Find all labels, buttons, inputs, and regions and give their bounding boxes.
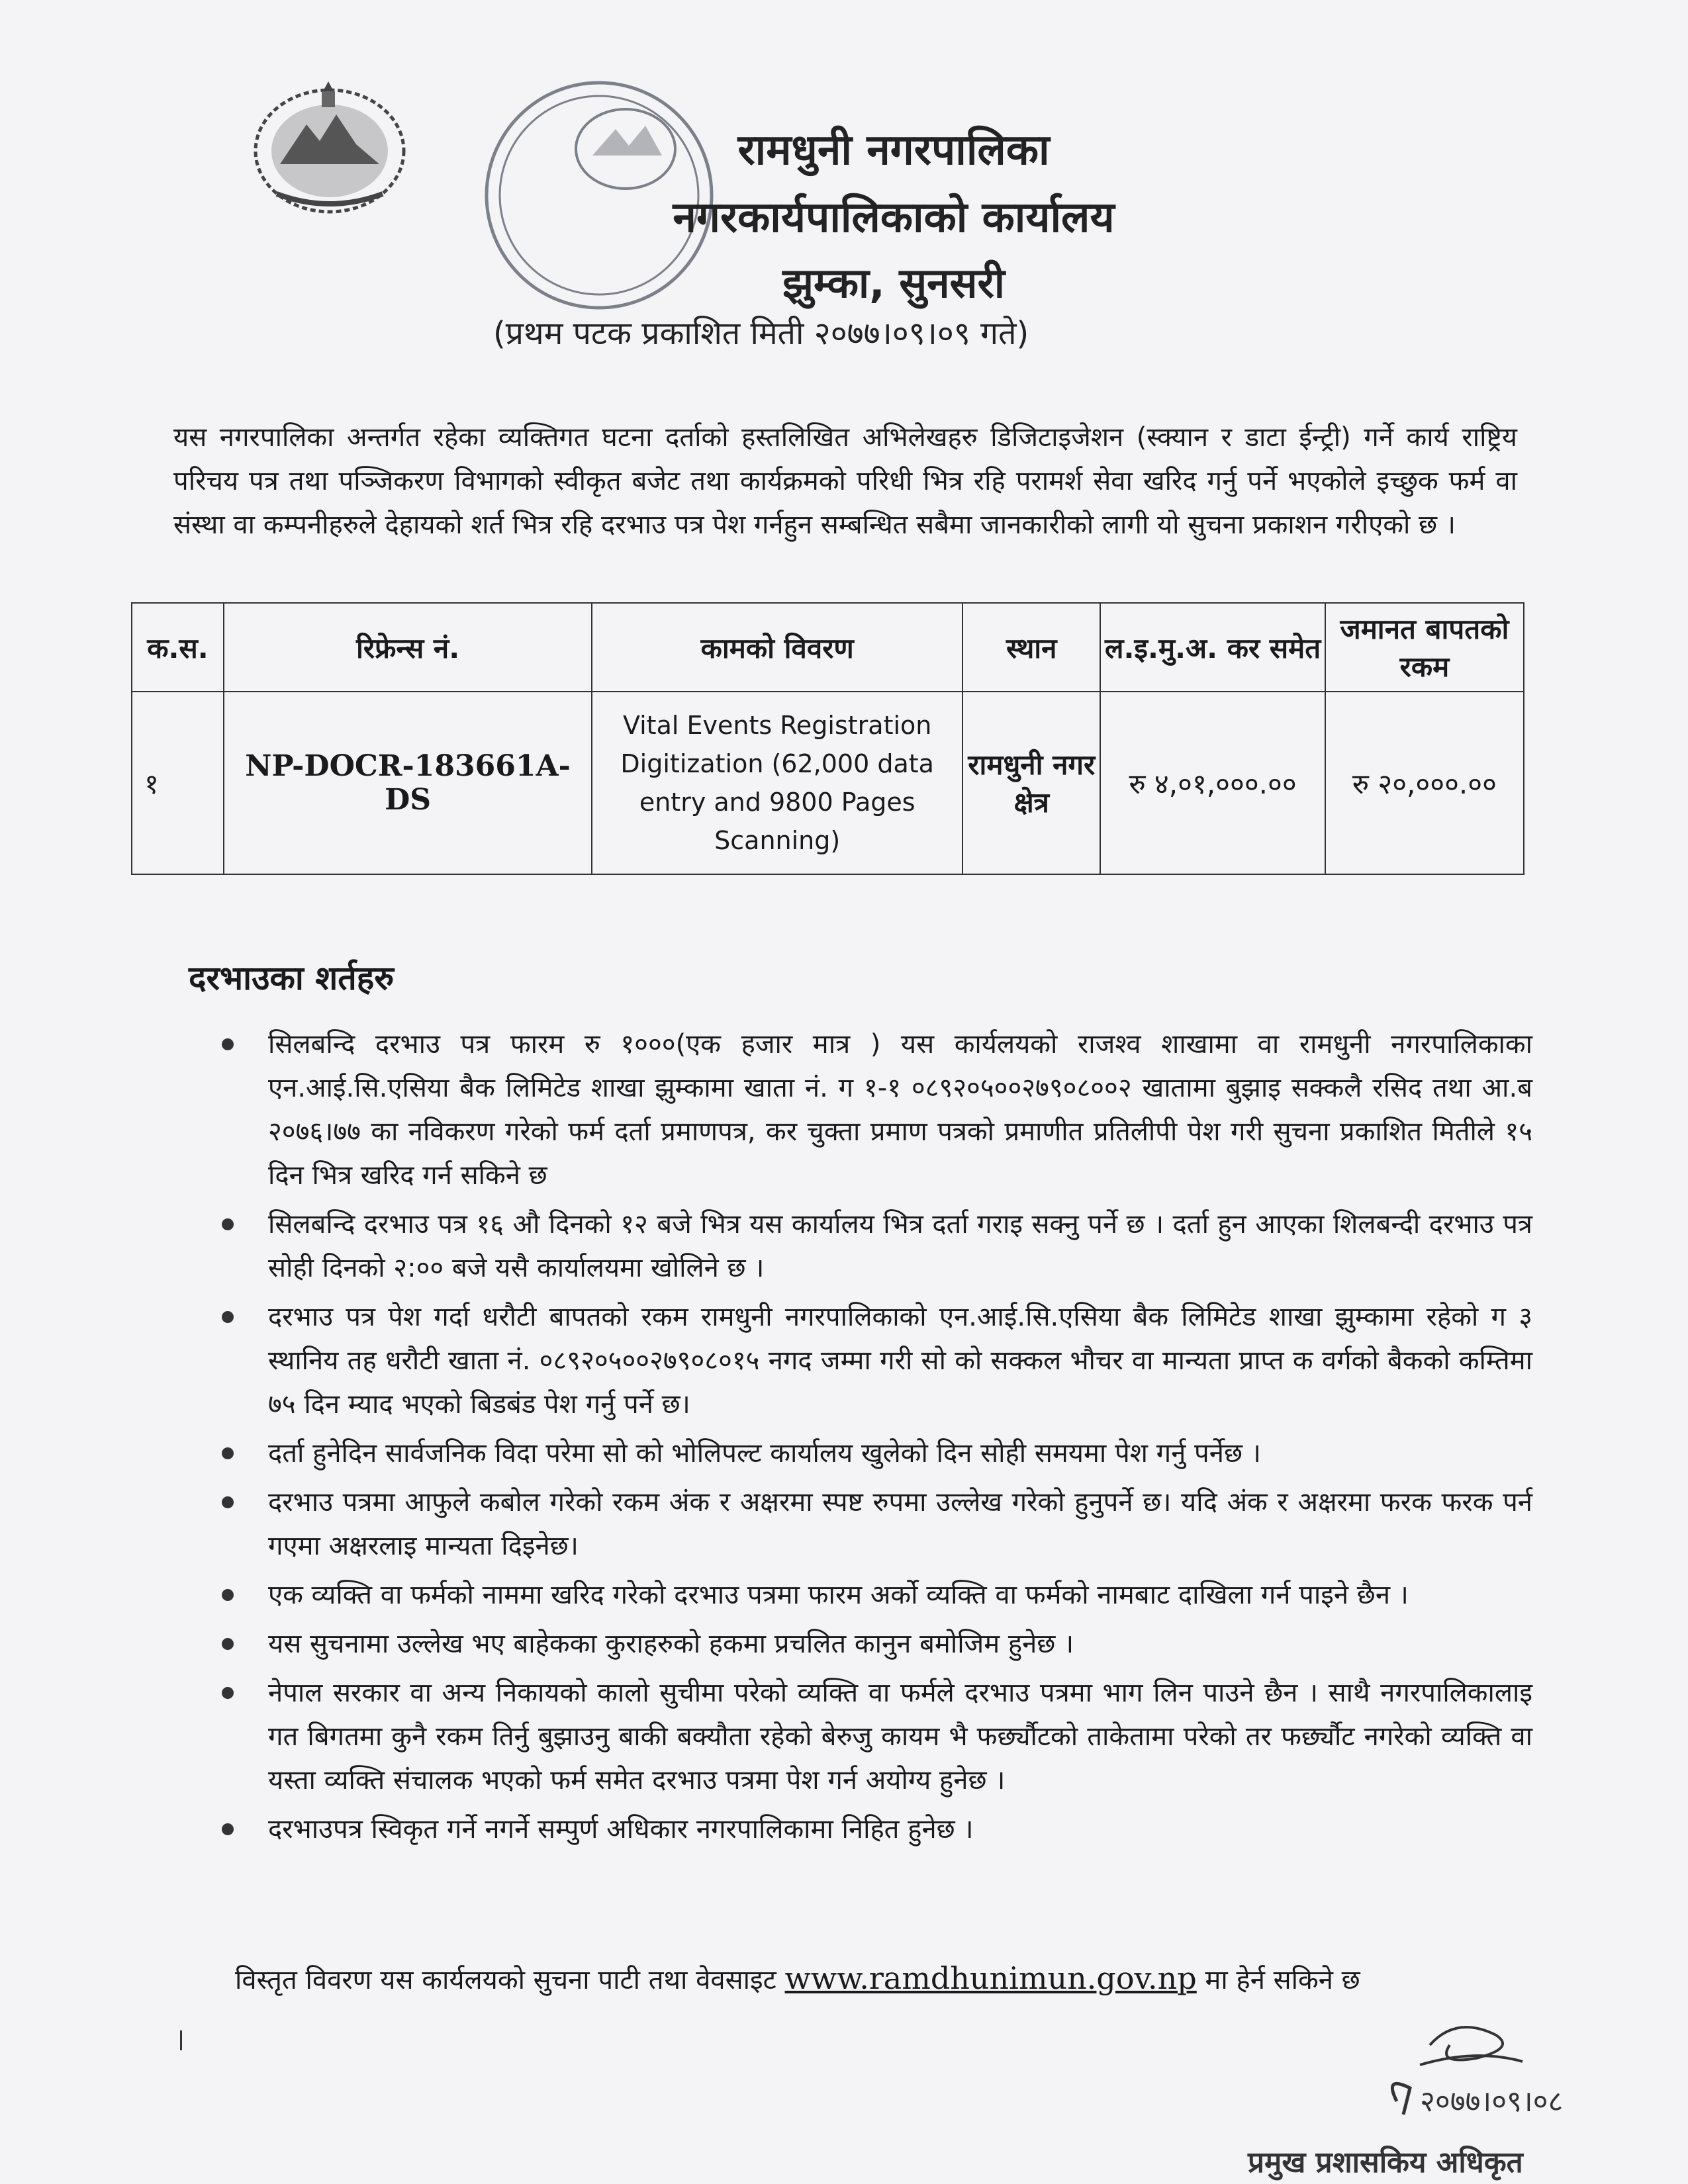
intro-paragraph: यस नगरपालिका अन्तर्गत रहेका व्यक्तिगत घटना दर्ताको हस्तलिखित अभिलेखहरु डिजिटाइजेशन (स्क्यान र डाटा ईन्ट्री) गर्ने कार्य राष्ट्रिय परिचय पत्र तथा पञ्जिकरण विभागको स्वीकृत बजेट तथा कार्यक्रमको परिधी भित्र रहि परामर्श सेवा खरिद गर्नु पर्ने भएकोले इच्छुक फर्म वा संस्था वा कम्पनीहरुले देहायको शर्त भित्र रहि दरभाउ पत्र पेश गर्नहुन सम्बन्धित सबैमा जानकारीको लागी यो सुचना प्रकाशन गरीएको छ ।: [173, 422, 1517, 540]
bullet-icon: [222, 1447, 234, 1459]
term-text: सिलबन्दि दरभाउ पत्र १६ औ दिनको १२ बजे भित्र यस कार्यालय भित्र दर्ता गराइ सक्नु पर्ने छ । दर्ता हुन आएका शिलबन्दी दरभाउ पत्र सोही दिनको २:०० बजे यसै कार्यालयमा खोलिने छ ।: [268, 1209, 1532, 1283]
cell-deposit: रु २०,०००.००: [1325, 692, 1524, 874]
list-item: [222, 1432, 1532, 1475]
footer-text-after: मा हेर्न सकिने छ: [1205, 1965, 1360, 1995]
office-name: नगरकार्यपालिकाको कार्यालय: [673, 193, 1115, 242]
office-location: झुम्का, सुनसरी: [782, 259, 1005, 307]
table-header-row: [132, 603, 1524, 692]
bullet-icon: [222, 1218, 234, 1230]
cell-sn: १: [132, 692, 224, 874]
website-link[interactable]: www.ramdhunimun.gov.np: [784, 1960, 1197, 1996]
term-text: सिलबन्दि दरभाउ पत्र फारम रु १०००(एक हजार मात्र ) यस कार्यलयको राजश्व शाखामा वा रामधुनी नगरपालिकाका एन.आई.सि.एसिया बैक लिमिटेड शाखा झुम्कामा खाता नं. ग १-१ ०८९२०५००२७९०८००२ खातामा बुझाइ सक्कलै रसिद तथा आ.ब २०७६।७७ का नविकरण गरेको फर्म दर्ता प्रमाणपत्र, कर चुक्ता प्रमाण पत्रको प्रमाणीत प्रतिलीपी पेश गरी सुचना प्रकाशित मितीले १५ दिन भित्र खरिद गर्न सकिने छ: [268, 1029, 1532, 1191]
term-text: दर्ता हुनेदिन सार्वजनिक विदा परेमा सो को भोलिपल्ट कार्यालय खुलेको दिन सोही समयमा पेश गर्नु पर्नेछ ।: [268, 1438, 1261, 1469]
term-text: यस सुचनामा उल्लेख भए बाहेकका कुराहरुको हकमा प्रचलित कानुन बमोजिम हुनेछ ।: [268, 1629, 1074, 1659]
col-header-deposit: जमानत बापतको रकम: [1325, 603, 1524, 692]
margin-mark: [180, 2030, 182, 2050]
list-item: [222, 1203, 1532, 1290]
bullet-icon: [222, 1638, 234, 1650]
term-text: एक व्यक्ति वा फर्मको नाममा खरिद गरेको दरभाउ पत्रमा फारम अर्को व्यक्ति वा फर्मको नामबाट दाखिला गर्न पाइने छैन ।: [268, 1580, 1409, 1610]
list-item: [222, 1295, 1532, 1426]
publication-date: (प्रथम पटक प्रकाशित मिती २०७७।०९।०९ गते): [493, 315, 1029, 352]
term-text: नेपाल सरकार वा अन्य निकायको कालो सुचीमा परेको व्यक्ति वा फर्मले दरभाउ पत्रमा भाग लिन पाउने छैन । साथै नगरपालिकालाइ गत बिगतमा कुनै रकम तिर्नु बुझाउनु बाकी बक्यौता रहेको बेरुजु कायम भै फर्छ्यौटको ताकेतामा परेको तर फर्छ्यौट नगरेको व्यक्ति वा यस्ता व्यक्ति संचालक भएको फर्म समेत दरभाउ पत्रमा पेश गर्न अयोग्य हुनेछ ।: [268, 1678, 1532, 1796]
term-text: दरभाउ पत्र पेश गर्दा धरौटी बापतको रकम रामधुनी नगरपालिकाको एन.आई.सि.एसिया बैक लिमिटेड शाखा झुम्कामा रहेको ग ३ स्थानिय तह धरौटी खाता नं. ०८९२०५००२७९०८०१५ नगद जम्मा गरी सो को सक्कल भौचर वा मान्यता प्राप्त क वर्गको बैकको कम्तिमा ७५ दिन म्याद भएको बिडबंड पेश गर्नु पर्ने छ।: [268, 1302, 1533, 1420]
cell-estimate: रु ४,०१,०००.००: [1100, 692, 1325, 874]
list-item: [222, 1023, 1532, 1197]
col-header-ref: रिफ्रेन्स नं.: [224, 603, 592, 692]
cell-desc: Vital Events Registration Digitization (62,000 data entry and 9800 Pages Scanning): [592, 692, 962, 874]
list-item: [222, 1573, 1532, 1617]
list-item: [222, 1480, 1532, 1568]
col-header-estimate: ल.इ.मु.अ. कर समेत: [1100, 603, 1325, 692]
col-header-sn: क.स.: [132, 603, 224, 692]
col-header-desc: कामको विवरण: [592, 603, 962, 692]
terms-heading: दरभाउका शर्तहरु: [189, 959, 395, 997]
cell-ref: NP-DOCR-183661A-DS: [224, 692, 592, 874]
term-text: दरभाउपत्र स्विकृत गर्ने नगर्ने सम्पुर्ण अधिकार नगरपालिकामा निहित हुनेछ ।: [268, 1814, 974, 1844]
bullet-icon: [222, 1823, 234, 1835]
bullet-icon: [222, 1496, 234, 1508]
signatory-title: प्रमुख प्रशासकिय अधिकृत: [1248, 2146, 1523, 2179]
cell-place: रामधुनी नगर क्षेत्र: [962, 692, 1100, 874]
bullet-icon: [222, 1038, 234, 1050]
footer-text-before: विस्तृत विवरण यस कार्यलयको सुचना पाटी तथा वेवसाइट: [235, 1965, 776, 1995]
municipality-name: रामधुनी नगरपालिका: [737, 126, 1050, 175]
list-item: [222, 1807, 1532, 1851]
bullet-icon: [222, 1311, 234, 1323]
signature-date: २०७७।०९।०८: [1420, 2085, 1564, 2118]
signature-mark: [1357, 2009, 1595, 2148]
term-text: दरभाउ पत्रमा आफुले कबोल गरेको रकम अंक र अक्षरमा स्पष्ट रुपमा उल्लेख गरेको हुनुपर्ने छ। यदि अंक र अक्षरमा फरक फरक पर्न गएमा अक्षरलाइ मान्यता दिइनेछ।: [268, 1487, 1532, 1561]
list-item: [222, 1671, 1532, 1802]
terms-list: [222, 1023, 1532, 1856]
col-header-place: स्थान: [962, 603, 1100, 692]
footer-note: [235, 1960, 1360, 1997]
table-row: [132, 692, 1524, 874]
list-item: [222, 1622, 1532, 1666]
bullet-icon: [222, 1589, 234, 1601]
tender-table: [131, 602, 1524, 875]
bullet-icon: [222, 1687, 234, 1699]
